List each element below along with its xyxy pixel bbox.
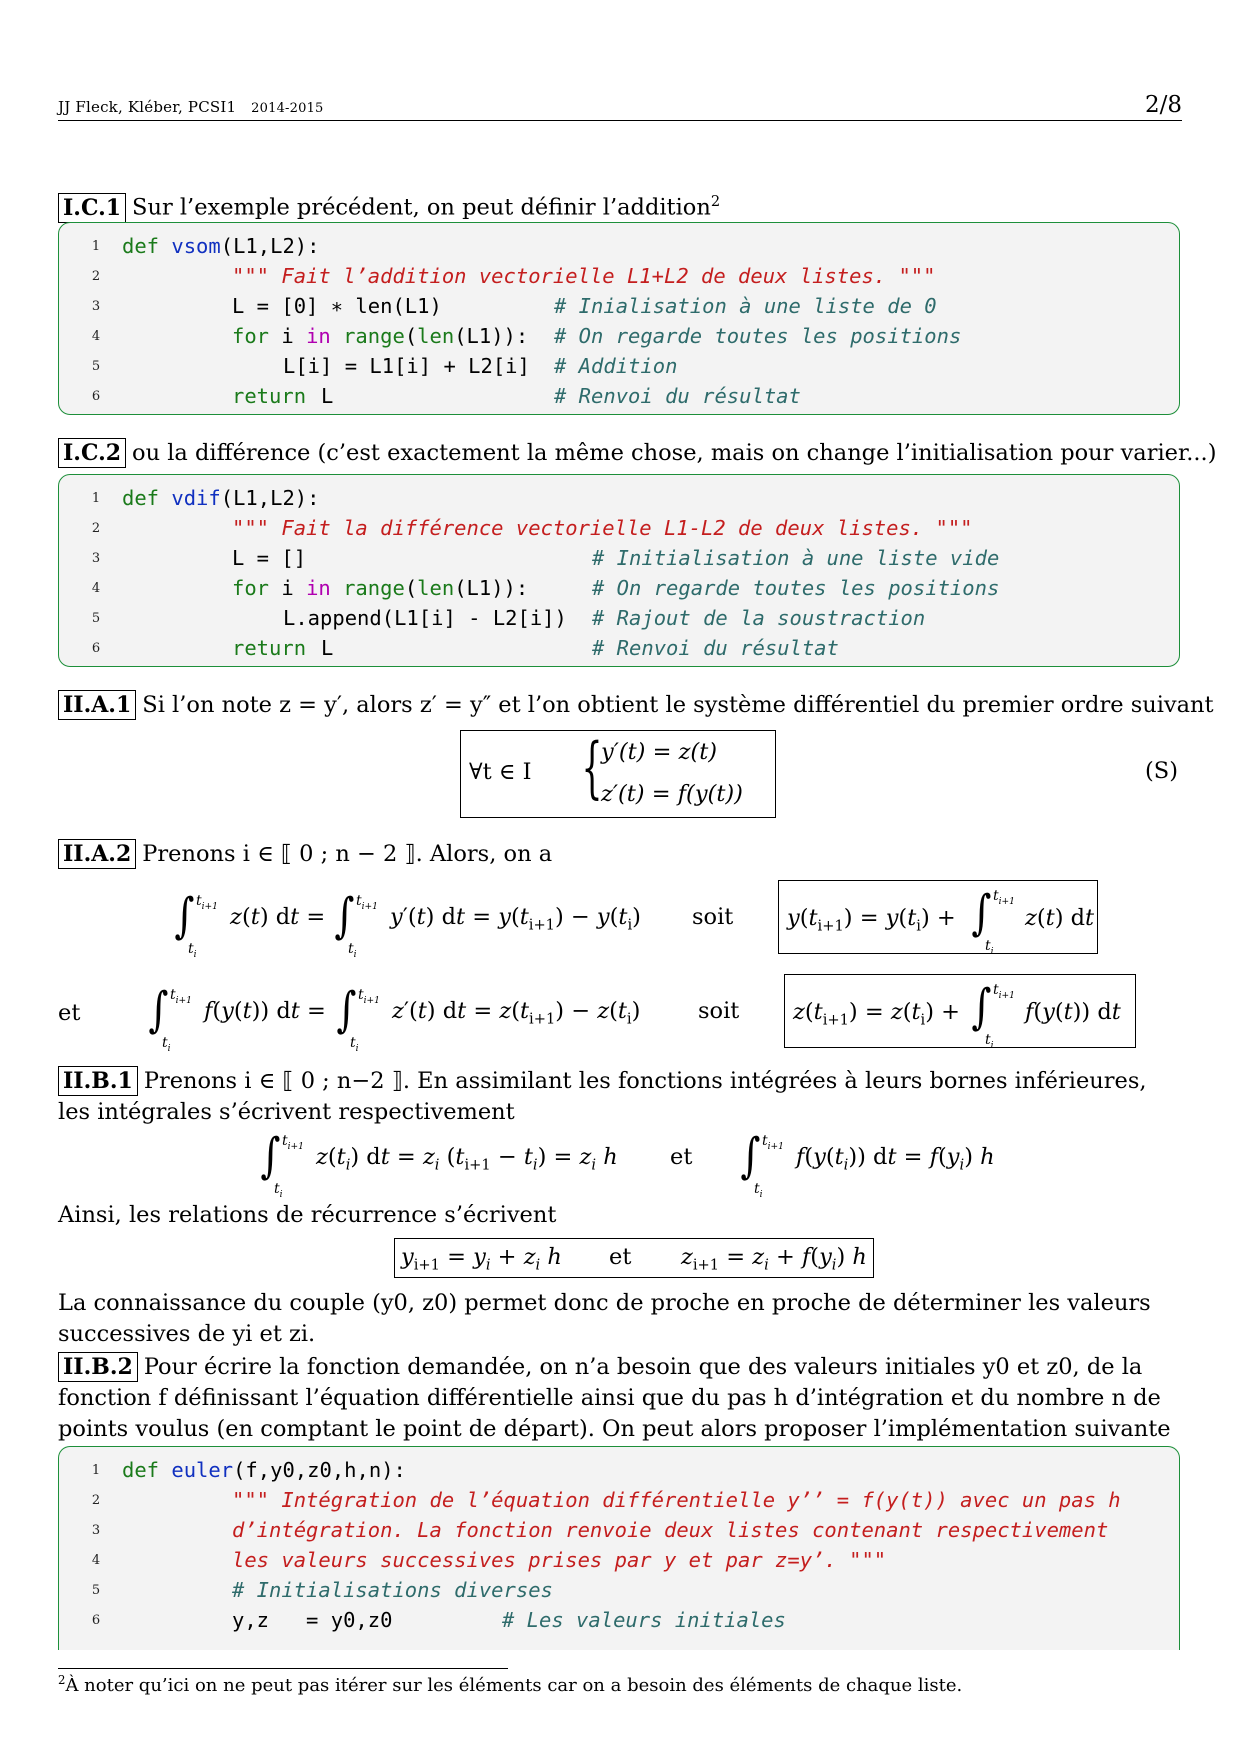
section-iib2: II.B.2 Pour écrire la fonction demandée, on n’a besoin que des valeurs initiales y0 et z0, de la fonction f définissant l’équation différentielle ainsi que du pas h d’intégration et du nombre n de points voulus (en comptant le point de départ). On peut alors proposer l’implémentation suivante [58, 1354, 1171, 1442]
page-number: 2/8 [1144, 92, 1182, 118]
code-block-euler: 1 def euler(f,y0,z0,h,n): 2 """ Intégration de l’équation différentielle y’’ = f(y(t)) avec un pas h 3 d’intégration. La fonction renvoie deux listes contenant respectivement 4 les valeurs successives prises par y et par z=y’. """ 5 # Initialisations diverses 6 y,z = y0,z0 # Les valeurs initiales [58, 1446, 1180, 1650]
footnote: $^2$À noter qu’ici on ne peut pas itérer sur les éléments car on a besoin des éléments de chaque liste. [58, 1673, 963, 1696]
brace: { [581, 729, 603, 806]
section-tag: I.C.1 [58, 193, 126, 223]
ainsi-text: Ainsi, les relations de récurrence s’écrivent [58, 1202, 557, 1228]
equation-label: (S) [1145, 758, 1178, 784]
equation-row-2: ∫ $t_{i+1}$ $t_i$ f(y(t)) dt = ∫ $t_{i+1}$ $t_i$ z′(t) dt = $z(t_{i+1}) - z(t_i)$ soit [148, 982, 740, 1054]
equation-row-3: ∫ $t_{i+1}$ $t_i$ $z(t_i)$ dt = $z_i$ $(t_{i+1} - t_i) = z_i$ h et ∫ $t_{i+1}$ $t_i$ $f(y(t_i))$ dt = $f(y_i)$ h [260, 1128, 995, 1200]
boxed-equation-y: $y(t_{i+1}) = y(t_i)$ + ∫ $t_{i+1}$ $t_i$ z(t) dt [778, 880, 1098, 954]
equation-row-1: ∫ $t_{i+1}$ $t_i$ z (t) dt = ∫ $t_{i+1}$ $t_i$ y′(t) dt = $y(t_{i+1}) - y(t_i)$ soit [174, 888, 734, 960]
section-ic2: I.C.2 ou la différence (c’est exactement la même chose, mais on change l’initialisation pour varier...) [58, 438, 1216, 469]
et-label: et [58, 1000, 81, 1026]
system-box: ∀t ∈ I { y′(t) = z(t) z′(t) = f(y(t)) [460, 730, 776, 818]
section-ic1: I.C.1 Sur l’exemple précédent, on peut définir l’addition$^2$ [58, 186, 720, 224]
boxed-equation-z: $z(t_{i+1}) = z(t_i)$ + ∫ $t_{i+1}$ $t_i$ f(y(t)) dt [784, 974, 1136, 1048]
header-left: JJ Fleck, Kléber, PCSI1 2014-2015 [58, 98, 324, 116]
connaissance-text: La connaissance du couple (y0, z0) permet donc de proche en proche de déterminer les valeurs successives de yi et zi. [58, 1290, 1151, 1347]
section-iib1: II.B.1 Prenons i ∈ ⟦ 0 ; n−2 ⟧. En assimilant les fonctions intégrées à leurs bornes inférieures, les intégrales s’écrivent respectivement [58, 1068, 1147, 1125]
page-header [58, 92, 1182, 121]
section-iia1: II.A.1 Si l’on note z = y′, alors z′ = y″ et l’on obtient le système différentiel du premier ordre suivant [58, 690, 1214, 721]
code-block-vdif: 1 def vdif(L1,L2): 2 """ Fait la différence vectorielle L1-L2 de deux listes. """ 3 L = [] # Initialisation à une liste vide 4 for i in range(len(L1)): # On regarde toutes les positions 5 L.append(L1[i] - L2[i]) # Rajout de la soustraction 6 return L # Renvoi du résultat [58, 474, 1180, 667]
section-iia2: II.A.2 Prenons i ∈ ⟦ 0 ; n − 2 ⟧. Alors, on a [58, 839, 552, 870]
code-block-vsom: 1 def vsom(L1,L2): 2 """ Fait l’addition vectorielle L1+L2 de deux listes. """ 3 L = [0] ∗ len(L1) # Inialisation à une liste de 0 4 for i in range(len(L1)): # On regarde toutes les positions 5 L[i] = L1[i] + L2[i] # Addition 6 return L # Renvoi du résultat [58, 222, 1180, 415]
footnote-rule [58, 1668, 508, 1669]
recurrence-box: $y_{i+1} = y_i + z_i$ h et $z_{i+1} = z_i + f(y_i)$ h [394, 1238, 874, 1278]
